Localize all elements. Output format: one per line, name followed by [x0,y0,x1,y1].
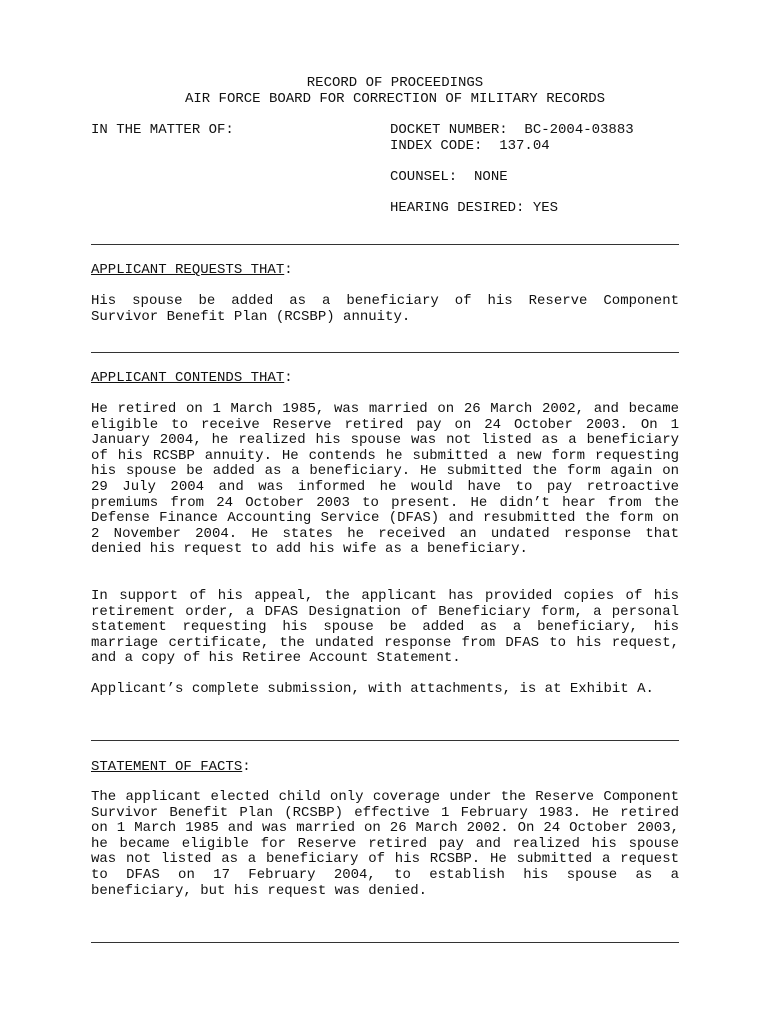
divider [91,244,679,245]
divider [91,352,679,353]
facts-heading-text: STATEMENT OF FACTS [91,759,243,775]
contends-heading-text: APPLICANT CONTENDS THAT [91,370,285,386]
record-title: RECORD OF PROCEEDINGS [306,75,484,91]
requests-heading: APPLICANT REQUESTS THAT: [91,262,293,278]
index-code: INDEX CODE: 137.04 [390,138,550,154]
facts-text: The applicant elected child only coverage under the Reserve Component Survivor Benefit Plan (RCSBP) effective 1 February 1983. He retired on 1 March 1985 and was married on 26 March 2002. On 24 October 2003, he became eligible for Reserve retired pay and realized his spouse was not listed as a beneficiary of his RCSBP. He submitted a request to DFAS on 17 February 2004, to establish his spouse as a beneficiary, but his request was denied. [91,789,679,899]
hearing-desired: HEARING DESIRED: YES [390,200,559,216]
docket-number: DOCKET NUMBER: BC-2004-03883 [390,122,634,138]
divider [91,942,679,943]
facts-heading: STATEMENT OF FACTS: [91,759,251,775]
counsel: COUNSEL: NONE [390,169,508,185]
matter-label: IN THE MATTER OF: [91,122,234,138]
board-title: AIR FORCE BOARD FOR CORRECTION OF MILITARY RECORDS [184,91,606,107]
contends-paragraph-1: He retired on 1 March 1985, was married on 26 March 2002, and became eligible to receive Reserve retired pay on 24 October 2003. On 1 January 2004, he realized his spouse was not listed as a beneficiary of his RCSBP annuity. He contends he submitted a new form requesting his spouse be added as a beneficiary. He submitted the form again on 29 July 2004 and was informed he would have to pay retroactive premiums from 24 October 2003 to present. He didn’t hear from the Defense Finance Accounting Service (DFAS) and resubmitted the form on 2 November 2004. He states he received an undated response that denied his request to add his wife as a beneficiary. [91,401,679,558]
divider [91,740,679,741]
requests-heading-text: APPLICANT REQUESTS THAT [91,262,285,278]
requests-text: His spouse be added as a beneficiary of his Reserve Component Survivor Benefit Plan (RCSBP) annuity. [91,293,679,325]
contends-paragraph-3: Applicant’s complete submission, with attachments, is at Exhibit A. [91,681,654,697]
contends-paragraph-2: In support of his appeal, the applicant has provided copies of his retirement order, a DFAS Designation of Beneficiary form, a personal statement requesting his spouse be added as a beneficiary, his marriage certificate, the undated response from DFAS to his request, and a copy of his Retiree Account Statement. [91,588,679,667]
contends-heading: APPLICANT CONTENDS THAT: [91,370,293,386]
